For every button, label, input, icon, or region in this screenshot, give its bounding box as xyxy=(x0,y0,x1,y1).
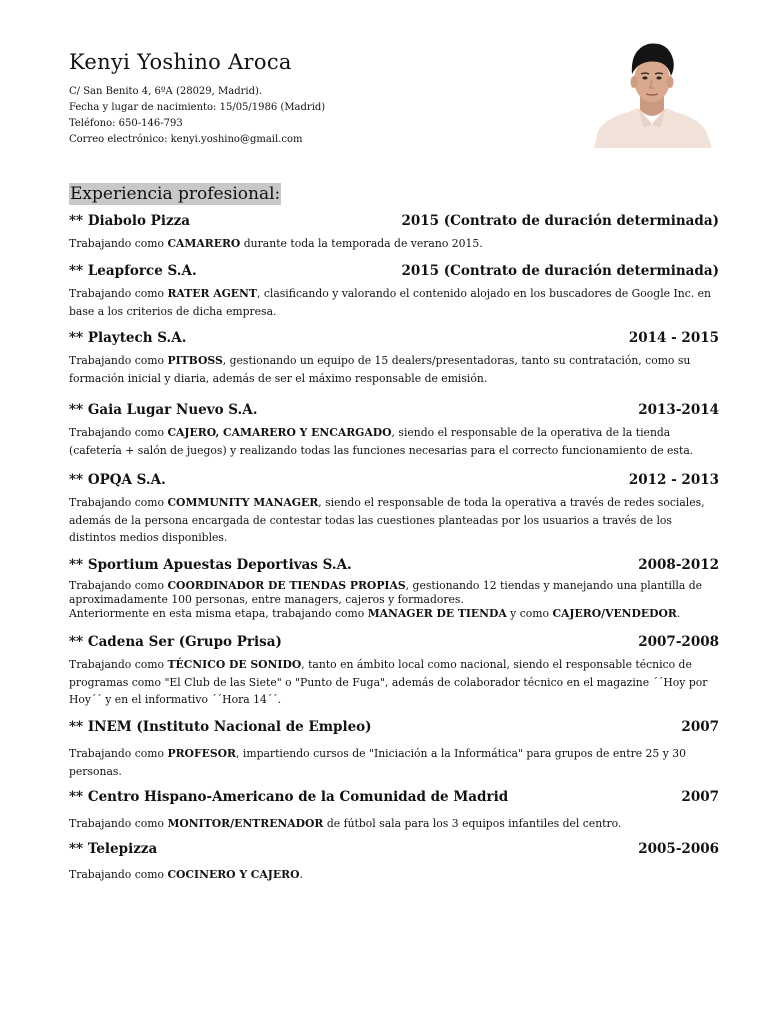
entry-description: Trabajando como COCINERO Y CAJERO. xyxy=(69,868,303,881)
experience-entry xyxy=(69,262,719,320)
entry-description: Trabajando como PROFESOR, impartiendo cursos de "Iniciación a la Informática" para grupos de entre 25 y 30 personas. xyxy=(69,747,686,778)
entry-description: Trabajando como TÉCNICO DE SONIDO, tanto en ámbito local como nacional, siendo el responsable técnico de programas como "El Club de las Siete" o "Punto de Fuga", además de colaborador técnico en el magazine ´´Hoy por Hoy´´ y en el informativo ´´Hora 14´´. xyxy=(69,658,708,706)
experience-entry xyxy=(69,401,719,459)
entry-date: 2012 - 2013 xyxy=(628,472,719,488)
experience-entry xyxy=(69,471,719,547)
entry-header xyxy=(69,718,719,736)
company-name: ** OPQA S.A. xyxy=(69,472,166,488)
birth-line: Fecha y lugar de nacimiento: 15/05/1986 (Madrid) xyxy=(69,102,326,113)
entry-description: Trabajando como RATER AGENT, clasificando y valorando el contenido alojado en los buscadores de Google Inc. en base a los criterios de dicha empresa. xyxy=(69,287,711,318)
entry-header xyxy=(69,556,719,574)
company-name: ** Centro Hispano-Americano de la Comunidad de Madrid xyxy=(69,789,509,805)
experience-entry xyxy=(69,556,719,621)
entry-header xyxy=(69,401,719,419)
entry-header xyxy=(69,840,719,858)
experience-entry xyxy=(69,840,719,884)
role-name: PITBOSS xyxy=(167,354,223,367)
company-name: ** Diabolo Pizza xyxy=(69,213,191,229)
role-name: CAMARERO xyxy=(167,237,241,250)
contact-block xyxy=(69,84,325,148)
experience-entry xyxy=(69,718,719,780)
entry-description: Trabajando como COMMUNITY MANAGER, siendo el responsable de toda la operativa a través de redes sociales, además de la persona encargada de contestar todas las cuestiones planteadas por los usuarios a través de los distintos medios disponibles. xyxy=(69,496,705,544)
email-line: Correo electrónico: kenyi.yoshino@gmail.com xyxy=(69,134,303,145)
role-name: MANAGER DE TIENDA xyxy=(367,607,507,620)
role-name: CAJERO/VENDEDOR xyxy=(552,607,677,620)
role-name: MONITOR/ENTRENADOR xyxy=(167,817,324,830)
experience-entry xyxy=(69,633,719,709)
entry-date: 2014 - 2015 xyxy=(628,330,719,346)
section-title: Experiencia profesional: xyxy=(70,184,281,204)
phone-line: Teléfono: 650-146-793 xyxy=(69,118,183,129)
role-name: TÉCNICO DE SONIDO xyxy=(167,658,302,671)
entry-header xyxy=(69,212,719,230)
entry-header xyxy=(69,329,719,347)
experience-entry xyxy=(69,329,719,387)
company-name: ** Gaia Lugar Nuevo S.A. xyxy=(69,402,258,418)
role-name: COMMUNITY MANAGER xyxy=(167,496,319,509)
entry-header xyxy=(69,788,719,806)
role-name: COCINERO Y CAJERO xyxy=(167,868,300,881)
entry-header xyxy=(69,471,719,489)
entry-date: 2007-2008 xyxy=(638,634,719,650)
role-name: PROFESOR xyxy=(167,747,237,760)
company-name: ** Cadena Ser (Grupo Prisa) xyxy=(69,634,282,650)
role-name: COORDINADOR DE TIENDAS PROPIAS xyxy=(167,579,406,592)
entry-description: Trabajando como MONITOR/ENTRENADOR de fútbol sala para los 3 equipos infantiles del centro. xyxy=(69,817,622,830)
entry-description: Trabajando como CAJERO, CAMARERO Y ENCARGADO, siendo el responsable de la operativa de la tienda (cafetería + salón de juegos) y realizando todas las funciones necesarias para el correcto funcionamiento de esta. xyxy=(69,426,694,457)
entry-date: 2015 (Contrato de duración determinada) xyxy=(401,213,719,229)
entry-header xyxy=(69,633,719,651)
entry-date: 2013-2014 xyxy=(638,402,719,418)
entry-date: 2015 (Contrato de duración determinada) xyxy=(401,263,719,279)
company-name: ** Playtech S.A. xyxy=(69,330,187,346)
experience-entry xyxy=(69,212,719,253)
role-name: RATER AGENT xyxy=(167,287,257,300)
company-name: ** Leapforce S.A. xyxy=(69,263,197,279)
company-name: ** INEM (Instituto Nacional de Empleo) xyxy=(69,719,372,735)
entry-date: 2005-2006 xyxy=(638,841,719,857)
company-name: ** Telepizza xyxy=(69,841,158,857)
cv-name: Kenyi Yoshino Aroca xyxy=(69,50,292,74)
entry-date: 2007 xyxy=(681,789,719,805)
entry-description: Trabajando como CAMARERO durante toda la temporada de verano 2015. xyxy=(69,237,483,250)
role-name: CAJERO, CAMARERO Y ENCARGADO xyxy=(167,426,392,439)
profile-photo xyxy=(592,36,713,148)
address-line: C/ San Benito 4, 6ºA (28029, Madrid). xyxy=(69,86,263,97)
entry-description: Trabajando como COORDINADOR DE TIENDAS PROPIAS, gestionando 12 tiendas y manejando una plantilla de aproximadamente 100 personas, entre managers, cajeros y formadores. Anteriormente en esta misma etapa, trabajando como MANAGER DE TIENDA y como CAJERO/VENDEDOR. xyxy=(69,579,703,620)
entry-date: 2007 xyxy=(681,719,719,735)
company-name: ** Sportium Apuestas Deportivas S.A. xyxy=(69,557,352,573)
entry-header xyxy=(69,262,719,280)
experience-entry xyxy=(69,788,719,833)
entry-description: Trabajando como PITBOSS, gestionando un equipo de 15 dealers/presentadoras, tanto su contratación, como su formación inicial y diaria, además de ser el máximo responsable de emisión. xyxy=(69,354,691,385)
entry-date: 2008-2012 xyxy=(638,557,719,573)
